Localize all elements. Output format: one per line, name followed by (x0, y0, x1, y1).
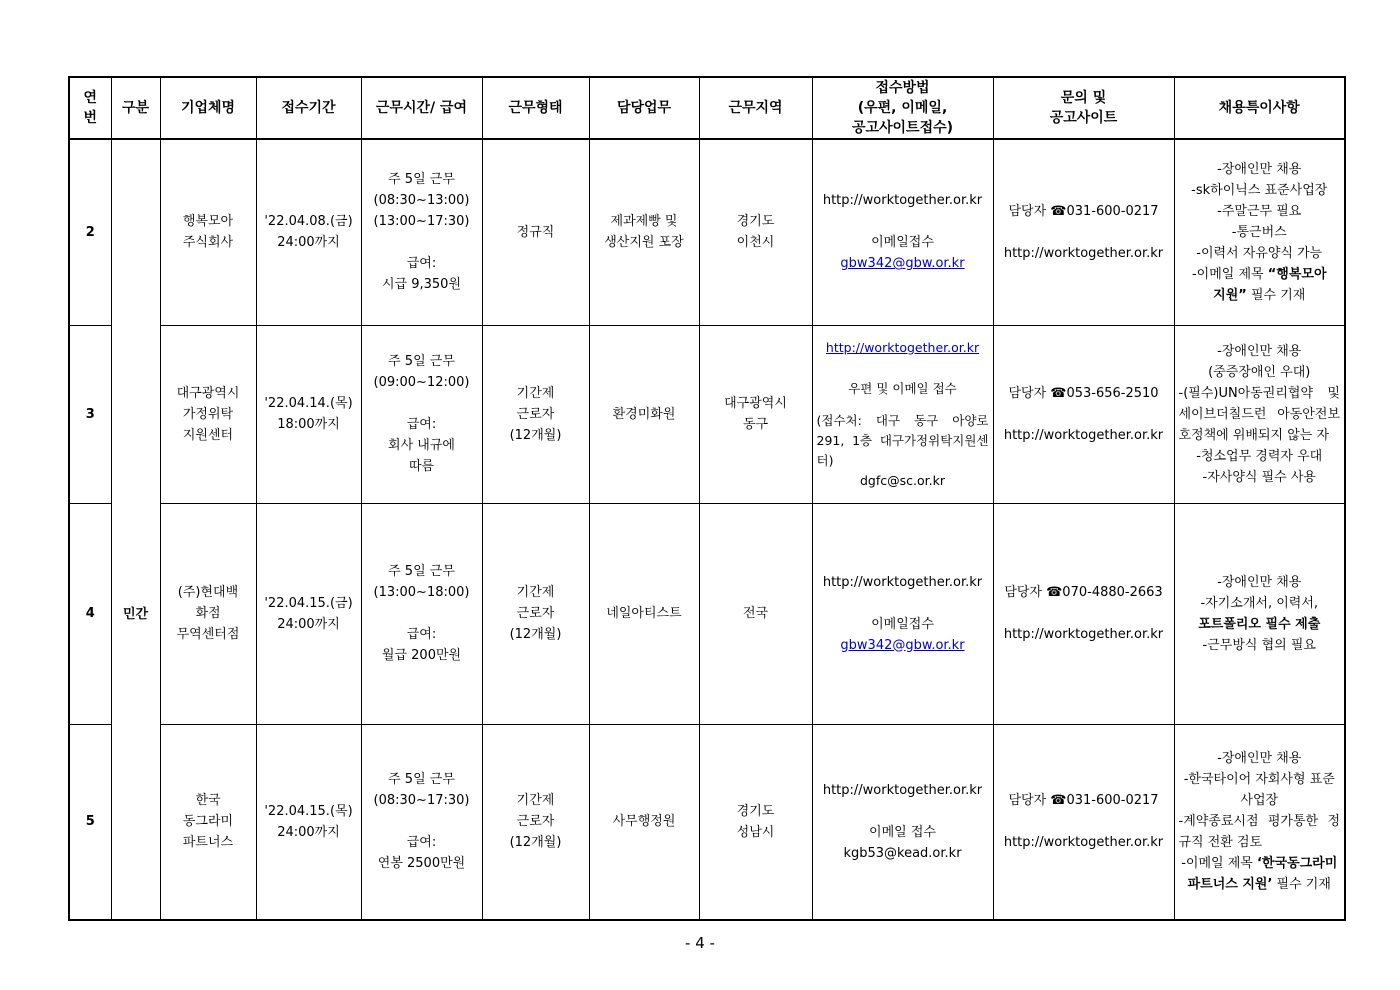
contact: 담당자 ☎070-4880-2663 http://worktogether.or.kr (993, 503, 1174, 724)
worktogether-link[interactable]: http://worktogether.or.kr (822, 574, 983, 590)
job-listing-table (68, 76, 1346, 921)
header-period: 접수기간 (256, 77, 361, 139)
hours-pay: 주 5일 근무 (08:30~13:00) (13:00~17:30) 급여: 시급 9,350원 (361, 139, 482, 325)
row-number: 2 (69, 139, 111, 325)
region: 경기도 이천시 (699, 139, 812, 325)
hiring-notes: -장애인만 채용 -한국타이어 자회사형 표준사업장 -계약종료시점 평가통한 정규직 전환 검토 -이메일 제목 ‘한국동그라미파트너스 지원’ 필수 기재 (1174, 724, 1345, 920)
worktogether-link[interactable]: http://worktogether.or.kr (822, 193, 983, 209)
duty: 사무행정원 (589, 724, 699, 920)
header-category: 구분 (111, 77, 160, 139)
header-type: 근무형태 (482, 77, 589, 139)
contact-site-link[interactable]: http://worktogether.or.kr (1003, 245, 1164, 261)
header-contact: 문의 및 공고사이트 (993, 77, 1174, 139)
table-row (69, 325, 1345, 503)
table-header-row (69, 77, 1345, 139)
hiring-notes: -장애인만 채용 -자기소개서, 이력서, 포트폴리오 필수 제출 -근무방식 협의 필요 (1174, 503, 1345, 724)
email-link[interactable]: gbw342@gbw.or.kr (840, 256, 965, 272)
duty: 네일아티스트 (589, 503, 699, 724)
category-cell: 민간 (111, 139, 160, 920)
contact: 담당자 ☎031-600-0217 http://worktogether.or.kr (993, 139, 1174, 325)
table-row (69, 724, 1345, 920)
header-method: 접수방법 (우편, 이메일, 공고사이트접수) (812, 77, 993, 139)
hiring-notes: -장애인만 채용 (중증장애인 우대) -(필수)UN아동권리협약 및 세이브더칠드런 아동안전보호정책에 위배되지 않는 자 -청소업무 경력자 우대 -자사양식 필수 사용 (1174, 325, 1345, 503)
contact-site-link[interactable]: http://worktogether.or.kr (1003, 427, 1164, 443)
employment-type: 기간제 근로자 (12개월) (482, 325, 589, 503)
row-number: 4 (69, 503, 111, 724)
application-period: '22.04.14.(목) 18:00까지 (256, 325, 361, 503)
header-company: 기업체명 (160, 77, 256, 139)
application-period: '22.04.08.(금) 24:00까지 (256, 139, 361, 325)
application-method: http://worktogether.or.kr 우편 및 이메일 접수 (접수처: 대구 동구 아양로 291, 1층 대구가정위탁지원센터) dgfc@sc.or.kr (812, 325, 993, 503)
application-period: '22.04.15.(금) 24:00까지 (256, 503, 361, 724)
application-method: http://worktogether.or.kr 이메일접수 gbw342@gbw.or.kr (812, 139, 993, 325)
header-hours-pay: 근무시간/ 급여 (361, 77, 482, 139)
header-region: 근무지역 (699, 77, 812, 139)
hiring-notes: -장애인만 채용 -sk하이닉스 표준사업장 -주말근무 필요 -통근버스 -이력서 자유양식 가능 -이메일 제목 “행복모아 지원” 필수 기재 (1174, 139, 1345, 325)
hours-pay: 주 5일 근무 (09:00~12:00) 급여: 회사 내규에 따름 (361, 325, 482, 503)
page-number: - 4 - (685, 934, 715, 952)
application-method: http://worktogether.or.kr 이메일접수 gbw342@gbw.or.kr (812, 503, 993, 724)
application-method: http://worktogether.or.kr 이메일 접수 kgb53@kead.or.kr (812, 724, 993, 920)
duty: 제과제빵 및 생산지원 포장 (589, 139, 699, 325)
company-name: 한국 동그라미 파트너스 (160, 724, 256, 920)
employment-type: 기간제 근로자 (12개월) (482, 503, 589, 724)
worktogether-link[interactable]: http://worktogether.or.kr (825, 339, 980, 355)
contact: 담당자 ☎053-656-2510 http://worktogether.or.kr (993, 325, 1174, 503)
header-no: 연 번 (69, 77, 111, 139)
header-notes: 채용특이사항 (1174, 77, 1345, 139)
row-number: 3 (69, 325, 111, 503)
region: 대구광역시 동구 (699, 325, 812, 503)
email-text: kgb53@kead.or.kr (843, 845, 962, 861)
employment-type: 기간제 근로자 (12개월) (482, 724, 589, 920)
table-row (69, 139, 1345, 325)
contact-site-link[interactable]: http://worktogether.or.kr (1003, 627, 1164, 642)
company-name: 대구광역시 가정위탁 지원센터 (160, 325, 256, 503)
email-link[interactable]: gbw342@gbw.or.kr (840, 637, 965, 653)
table-row (69, 503, 1345, 724)
row-number: 5 (69, 724, 111, 920)
header-duty: 담당업무 (589, 77, 699, 139)
worktogether-link[interactable]: http://worktogether.or.kr (822, 782, 983, 798)
company-name: (주)현대백 화점 무역센터점 (160, 503, 256, 724)
company-name: 행복모아 주식회사 (160, 139, 256, 325)
region: 전국 (699, 503, 812, 724)
region: 경기도 성남시 (699, 724, 812, 920)
employment-type: 정규직 (482, 139, 589, 325)
contact-site-link[interactable]: http://worktogether.or.kr (1003, 835, 1164, 851)
hours-pay: 주 5일 근무 (08:30~17:30) 급여: 연봉 2500만원 (361, 724, 482, 920)
contact: 담당자 ☎031-600-0217 http://worktogether.or.kr (993, 724, 1174, 920)
application-period: '22.04.15.(목) 24:00까지 (256, 724, 361, 920)
duty: 환경미화원 (589, 325, 699, 503)
hours-pay: 주 5일 근무 (13:00~18:00) 급여: 월급 200만원 (361, 503, 482, 724)
